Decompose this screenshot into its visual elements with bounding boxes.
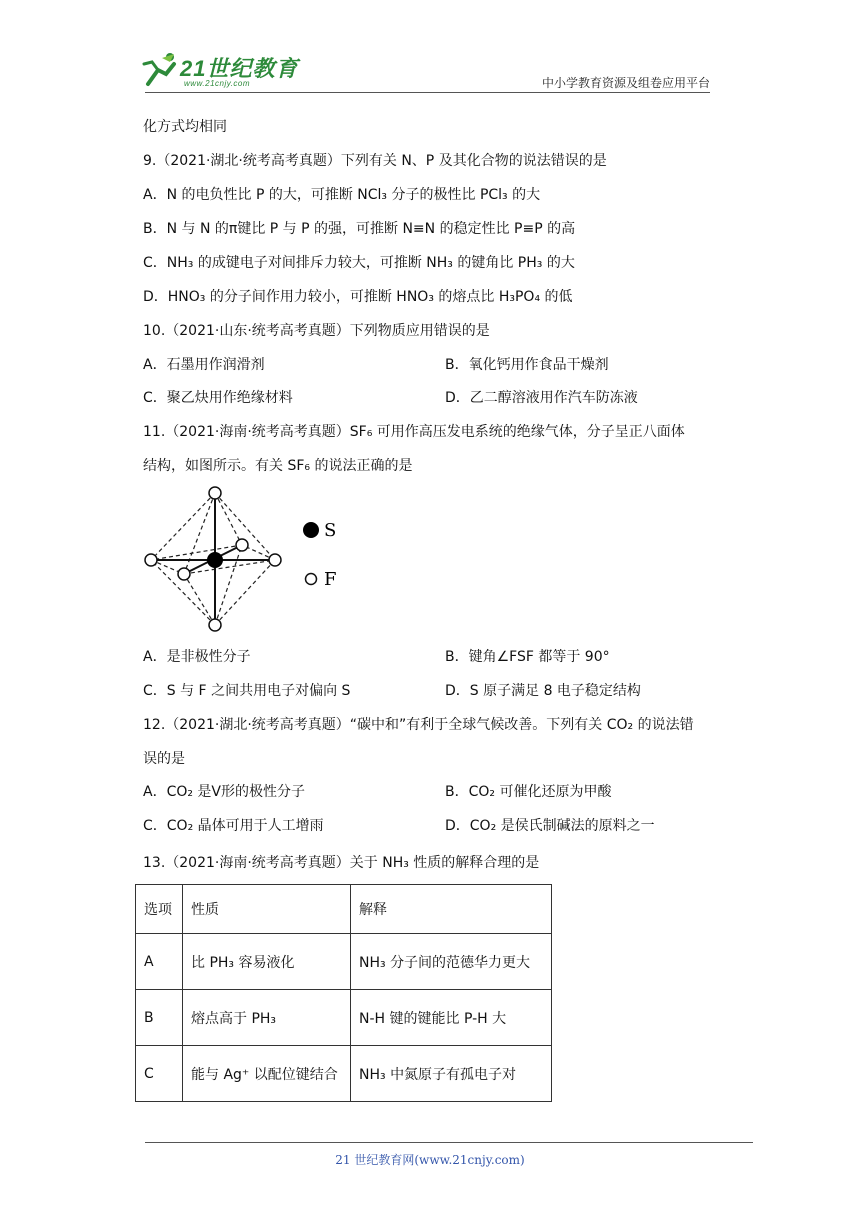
q11-option-c[interactable]: C．S 与 F 之间共用电子对偏向 S (143, 683, 351, 699)
runner-logo-icon (140, 50, 180, 90)
sf6-octahedron-diagram (140, 485, 360, 635)
q10-option-c[interactable]: C．聚乙炔用作绝缘材料 (143, 390, 293, 406)
q9-option-c[interactable]: C．NH₃ 的成键电子对间排斥力较大，可推断 NH₃ 的键角比 PH₃ 的大 (143, 255, 575, 271)
table-cell-explanation: N-H 键的键能比 P-H 大 (351, 990, 552, 1046)
q12-option-a[interactable]: A．CO₂ 是V形的极性分子 (143, 784, 306, 800)
q11-option-a[interactable]: A．是非极性分子 (143, 649, 251, 665)
table-cell-option: B (136, 990, 183, 1046)
footer-divider (145, 1142, 753, 1143)
q13-table (135, 884, 552, 1102)
table-cell-explanation: NH₃ 分子间的范德华力更大 (351, 934, 552, 990)
q11-option-b[interactable]: B．键角∠FSF 都等于 90° (445, 649, 610, 665)
table-row (136, 934, 552, 990)
q12-option-c[interactable]: C．CO₂ 晶体可用于人工增雨 (143, 818, 324, 834)
prev-question-tail: 化方式均相同 (143, 119, 227, 135)
table-cell-explanation: NH₃ 中氮原子有孤电子对 (351, 1046, 552, 1102)
table-cell-property: 比 PH₃ 容易液化 (183, 934, 351, 990)
table-header-row (136, 885, 552, 934)
header-platform-text: 中小学教育资源及组卷应用平台 (541, 76, 710, 90)
q13-stem: 13.（2021·海南·统考高考真题）关于 NH₃ 性质的解释合理的是 (143, 855, 540, 871)
q10-option-a[interactable]: A．石墨用作润滑剂 (143, 357, 265, 373)
q11-stem-line2: 结构，如图所示。有关 SF₆ 的说法正确的是 (143, 458, 413, 474)
table-cell-option: C (136, 1046, 183, 1102)
legend-f-label: F (324, 569, 337, 590)
q9-option-b[interactable]: B．N 与 N 的π键比 P 与 P 的强，可推断 N≡N 的稳定性比 P≡P 的高 (143, 221, 576, 237)
q9-option-a[interactable]: A．N 的电负性比 P 的大，可推断 NCl₃ 分子的极性比 PCl₃ 的大 (143, 187, 541, 203)
q12-stem-line1: 12.（2021·湖北·统考高考真题）“碳中和”有利于全球气候改善。下列有关 CO₂ 的说法错 (143, 717, 694, 733)
table-header-cell: 选项 (136, 885, 183, 934)
table-cell-property: 熔点高于 PH₃ (183, 990, 351, 1046)
logo-url: www.21cnjy.com (184, 79, 250, 88)
table-header-cell: 解释 (351, 885, 552, 934)
q12-option-d[interactable]: D．CO₂ 是侯氏制碱法的原料之一 (445, 818, 655, 834)
table-cell-property: 能与 Ag⁺ 以配位键结合 (183, 1046, 351, 1102)
q9-stem: 9.（2021·湖北·统考高考真题）下列有关 N、P 及其化合物的说法错误的是 (143, 153, 607, 169)
legend-s-marker (303, 522, 319, 538)
q12-option-b[interactable]: B．CO₂ 可催化还原为甲酸 (445, 784, 612, 800)
table-row (136, 990, 552, 1046)
q11-stem-line1: 11.（2021·海南·统考高考真题）SF₆ 可用作高压发电系统的绝缘气体，分子呈正八面体 (143, 424, 685, 440)
q9-option-d[interactable]: D．HNO₃ 的分子间作用力较小，可推断 HNO₃ 的熔点比 H₃PO₄ 的低 (143, 289, 573, 305)
q11-option-d[interactable]: D．S 原子满足 8 电子稳定结构 (445, 683, 641, 699)
q10-option-b[interactable]: B．氧化钙用作食品干燥剂 (445, 357, 609, 373)
logo-text: 21世纪教育 (180, 56, 299, 81)
legend-f-marker (306, 574, 317, 585)
q10-stem: 10.（2021·山东·统考高考真题）下列物质应用错误的是 (143, 323, 490, 339)
table-header-cell: 性质 (183, 885, 351, 934)
table-cell-option: A (136, 934, 183, 990)
site-logo[interactable] (140, 50, 320, 92)
legend-s-label: S (324, 520, 337, 541)
table-row (136, 1046, 552, 1102)
footer-link[interactable]: 21 世纪教育网(www.21cnjy.com) (335, 1153, 525, 1167)
header-divider (145, 92, 710, 93)
q10-option-d[interactable]: D．乙二醇溶液用作汽车防冻液 (445, 390, 638, 406)
q12-stem-line2: 误的是 (143, 751, 185, 767)
